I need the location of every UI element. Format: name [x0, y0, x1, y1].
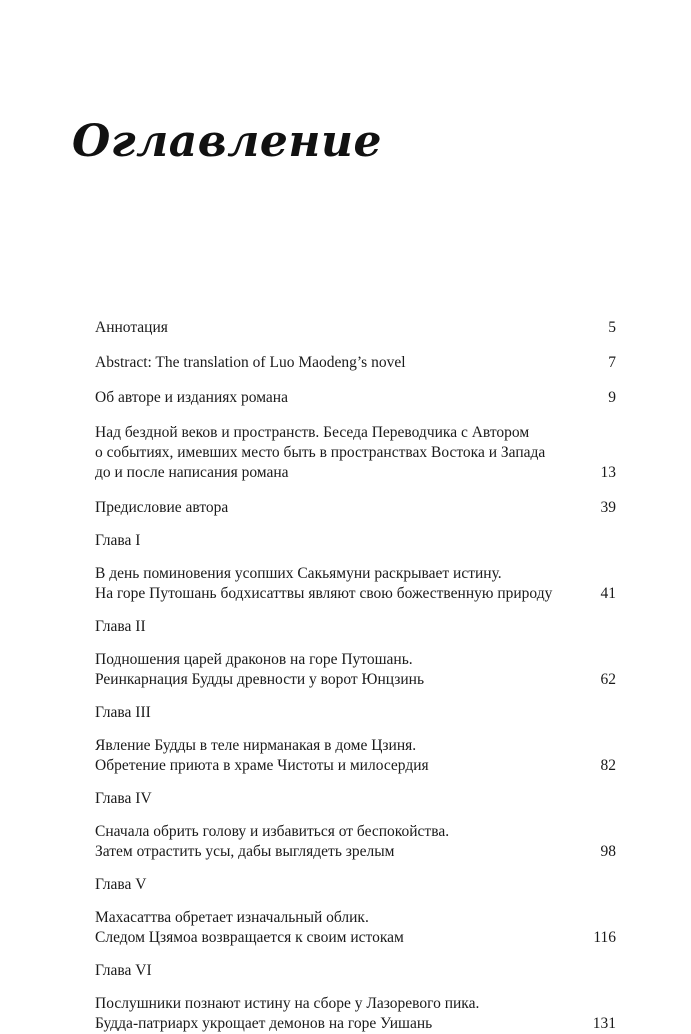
toc-entry-page: 41 — [600, 585, 616, 602]
toc-entry-line: Глава IV — [95, 790, 152, 807]
toc-entry-text — [95, 423, 553, 483]
toc-entry-chapter-1[interactable] — [95, 564, 616, 604]
toc-entry-line: Обретение приюта в храме Чистоты и милосердия — [95, 757, 429, 774]
toc-entry-line: Следом Цзямоа возвращается к своим истокам — [95, 929, 404, 946]
toc-entry-line: Аннотация — [95, 319, 168, 336]
toc-entry-text — [95, 564, 560, 604]
toc-entry-line: Глава II — [95, 618, 146, 635]
toc-entry-page: 116 — [593, 929, 616, 946]
toc-entry-line: Глава VI — [95, 962, 152, 979]
toc-entry-preface[interactable] — [95, 498, 616, 518]
toc-entry-text — [95, 736, 437, 776]
toc-entry-abstract[interactable] — [95, 353, 616, 373]
toc-entry-text — [95, 388, 296, 408]
toc-entry-line: Abstract: The translation of Luo Maodeng’s novel — [95, 354, 406, 371]
toc-entry-page: 62 — [600, 671, 616, 688]
toc-entry-line: Реинкарнация Будды древности у ворот Юнцзинь — [95, 671, 425, 688]
toc-entry-conversation[interactable] — [95, 423, 616, 483]
toc-entry-text — [95, 498, 236, 518]
toc-entry-text — [95, 961, 160, 981]
toc-chapter-heading-4[interactable] — [95, 789, 616, 809]
toc-entry-line: Глава V — [95, 876, 147, 893]
toc-entry-line: Глава III — [95, 704, 151, 721]
table-of-contents — [95, 318, 616, 1034]
toc-entry-chapter-2[interactable] — [95, 650, 616, 690]
toc-entry-page: 5 — [608, 319, 616, 336]
toc-chapter-heading-1[interactable] — [95, 531, 616, 551]
toc-entry-page: 39 — [600, 499, 616, 516]
toc-entry-text — [95, 908, 412, 948]
toc-entry-chapter-5[interactable] — [95, 908, 616, 948]
toc-entry-line: Будда-патриарх укрощает демонов на горе Уишань — [95, 1015, 433, 1032]
toc-entry-line: Глава I — [95, 532, 141, 549]
toc-entry-line: Сначала обрить голову и избавиться от беспокойства. — [95, 823, 450, 840]
toc-entry-text — [95, 531, 148, 551]
toc-entry-text — [95, 994, 487, 1034]
toc-entry-line: Об авторе и изданиях романа — [95, 389, 288, 406]
toc-chapter-heading-3[interactable] — [95, 703, 616, 723]
toc-entry-line: Предисловие автора — [95, 499, 229, 516]
toc-entry-page: 9 — [608, 389, 616, 406]
toc-entry-page: 13 — [600, 464, 616, 481]
toc-entry-text — [95, 318, 176, 338]
toc-entry-line: Явление Будды в теле нирманакая в доме Цзиня. — [95, 737, 417, 754]
toc-entry-line: В день поминовения усопших Сакьямуни раскрывает истину. — [95, 565, 502, 582]
toc-entry-line: Послушники познают истину на сборе у Лазоревого пика. — [95, 995, 480, 1012]
toc-entry-line: Над бездной веков и пространств. Беседа Переводчика с Автором — [95, 424, 530, 441]
toc-entry-chapter-3[interactable] — [95, 736, 616, 776]
toc-entry-line: о событиях, имевших место быть в пространствах Востока и Запада — [95, 444, 546, 461]
toc-entry-chapter-6[interactable] — [95, 994, 616, 1034]
toc-entry-text — [95, 822, 457, 862]
toc-entry-page: 82 — [600, 757, 616, 774]
toc-entry-line: до и после написания романа — [95, 464, 289, 481]
page-title: Оглавление — [72, 116, 382, 167]
toc-entry-page: 131 — [592, 1015, 616, 1032]
toc-entry-line: На горе Путошань бодхисаттвы являют свою божественную природу — [95, 585, 553, 602]
toc-entry-line: Махасаттва обретает изначальный облик. — [95, 909, 369, 926]
toc-entry-page: 98 — [600, 843, 616, 860]
toc-entry-annotation[interactable] — [95, 318, 616, 338]
toc-chapter-heading-2[interactable] — [95, 617, 616, 637]
toc-entry-line: Затем отрастить усы, дабы выглядеть зрелым — [95, 843, 395, 860]
toc-entry-page: 7 — [608, 354, 616, 371]
toc-entry-chapter-4[interactable] — [95, 822, 616, 862]
toc-entry-text — [95, 650, 432, 690]
toc-entry-text — [95, 789, 160, 809]
toc-entry-text — [95, 353, 414, 373]
toc-chapter-heading-5[interactable] — [95, 875, 616, 895]
toc-entry-text — [95, 703, 159, 723]
toc-chapter-heading-6[interactable] — [95, 961, 616, 981]
toc-entry-line: Подношения царей драконов на горе Путошань. — [95, 651, 413, 668]
toc-entry-text — [95, 875, 154, 895]
toc-entry-about-author[interactable] — [95, 388, 616, 408]
toc-entry-text — [95, 617, 154, 637]
